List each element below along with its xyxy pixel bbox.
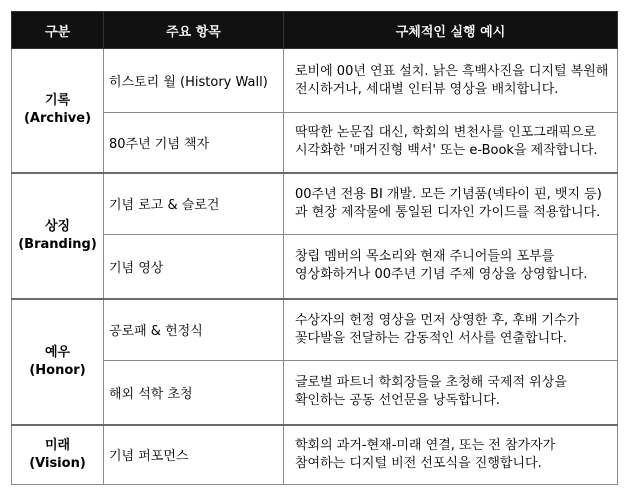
- table-row: [12, 49, 618, 113]
- table-row: [12, 173, 618, 235]
- category-cell-honor: [12, 299, 104, 425]
- activity-table: [11, 11, 618, 485]
- example-cell: 00주년 전용 BI 개발. 모든 기념품(넥타이 핀, 뱃지 등)과 현장 제작물에 통일된 디자인 가이드를 적용합니다.: [284, 173, 618, 235]
- header-category: 구분: [12, 12, 104, 49]
- item-cell: 히스토리 월 (History Wall): [104, 49, 284, 113]
- category-cell-branding: [12, 173, 104, 299]
- example-cell: 창립 멤버의 목소리와 현재 주니어들의 포부를 영상화하거나 00주년 기념 주제 영상을 상영합니다.: [284, 235, 618, 299]
- item-cell: 공로패 & 헌정식: [104, 299, 284, 361]
- item-cell: 기념 영상: [104, 235, 284, 299]
- table-container: [11, 11, 618, 485]
- item-cell: 기념 퍼포먼스: [104, 425, 284, 485]
- item-cell: 기념 로고 & 슬로건: [104, 173, 284, 235]
- category-en: (Vision): [29, 455, 86, 471]
- category-name: 예우: [44, 344, 71, 360]
- table-row: [12, 425, 618, 485]
- item-cell: 80주년 기념 책자: [104, 113, 284, 173]
- example-cell: 딱딱한 논문집 대신, 학회의 변천사를 인포그래픽으로 시각화한 '매거진형 백서' 또는 e-Book을 제작합니다.: [284, 113, 618, 173]
- example-cell: 학회의 과거-현재-미래 연결, 또는 전 참가자가 참여하는 디지털 비전 선포식을 진행합니다.: [284, 425, 618, 485]
- header-example: 구체적인 실행 예시: [284, 12, 618, 49]
- category-en: (Branding): [18, 236, 97, 252]
- table-header-row: [12, 12, 618, 49]
- table-row: [12, 299, 618, 361]
- example-cell: 수상자의 헌정 영상을 먼저 상영한 후, 후배 기수가 꽃다발을 전달하는 감동적인 서사를 연출합니다.: [284, 299, 618, 361]
- category-name: 미래: [44, 437, 71, 453]
- category-cell-vision: [12, 425, 104, 485]
- item-cell: 해외 석학 초청: [104, 361, 284, 425]
- category-cell-archive: [12, 49, 104, 173]
- example-cell: 글로벌 파트너 학회장들을 초청해 국제적 위상을 확인하는 공동 선언문을 낭독합니다.: [284, 361, 618, 425]
- category-en: (Honor): [29, 362, 86, 378]
- category-en: (Archive): [23, 111, 92, 127]
- category-name: 상징: [44, 218, 71, 234]
- header-item: 주요 항목: [104, 12, 284, 49]
- example-cell: 로비에 00년 연표 설치. 낡은 흑백사진을 디지털 복원해 전시하거나, 세대별 인터뷰 영상을 배치합니다.: [284, 49, 618, 113]
- category-name: 기록: [44, 93, 71, 109]
